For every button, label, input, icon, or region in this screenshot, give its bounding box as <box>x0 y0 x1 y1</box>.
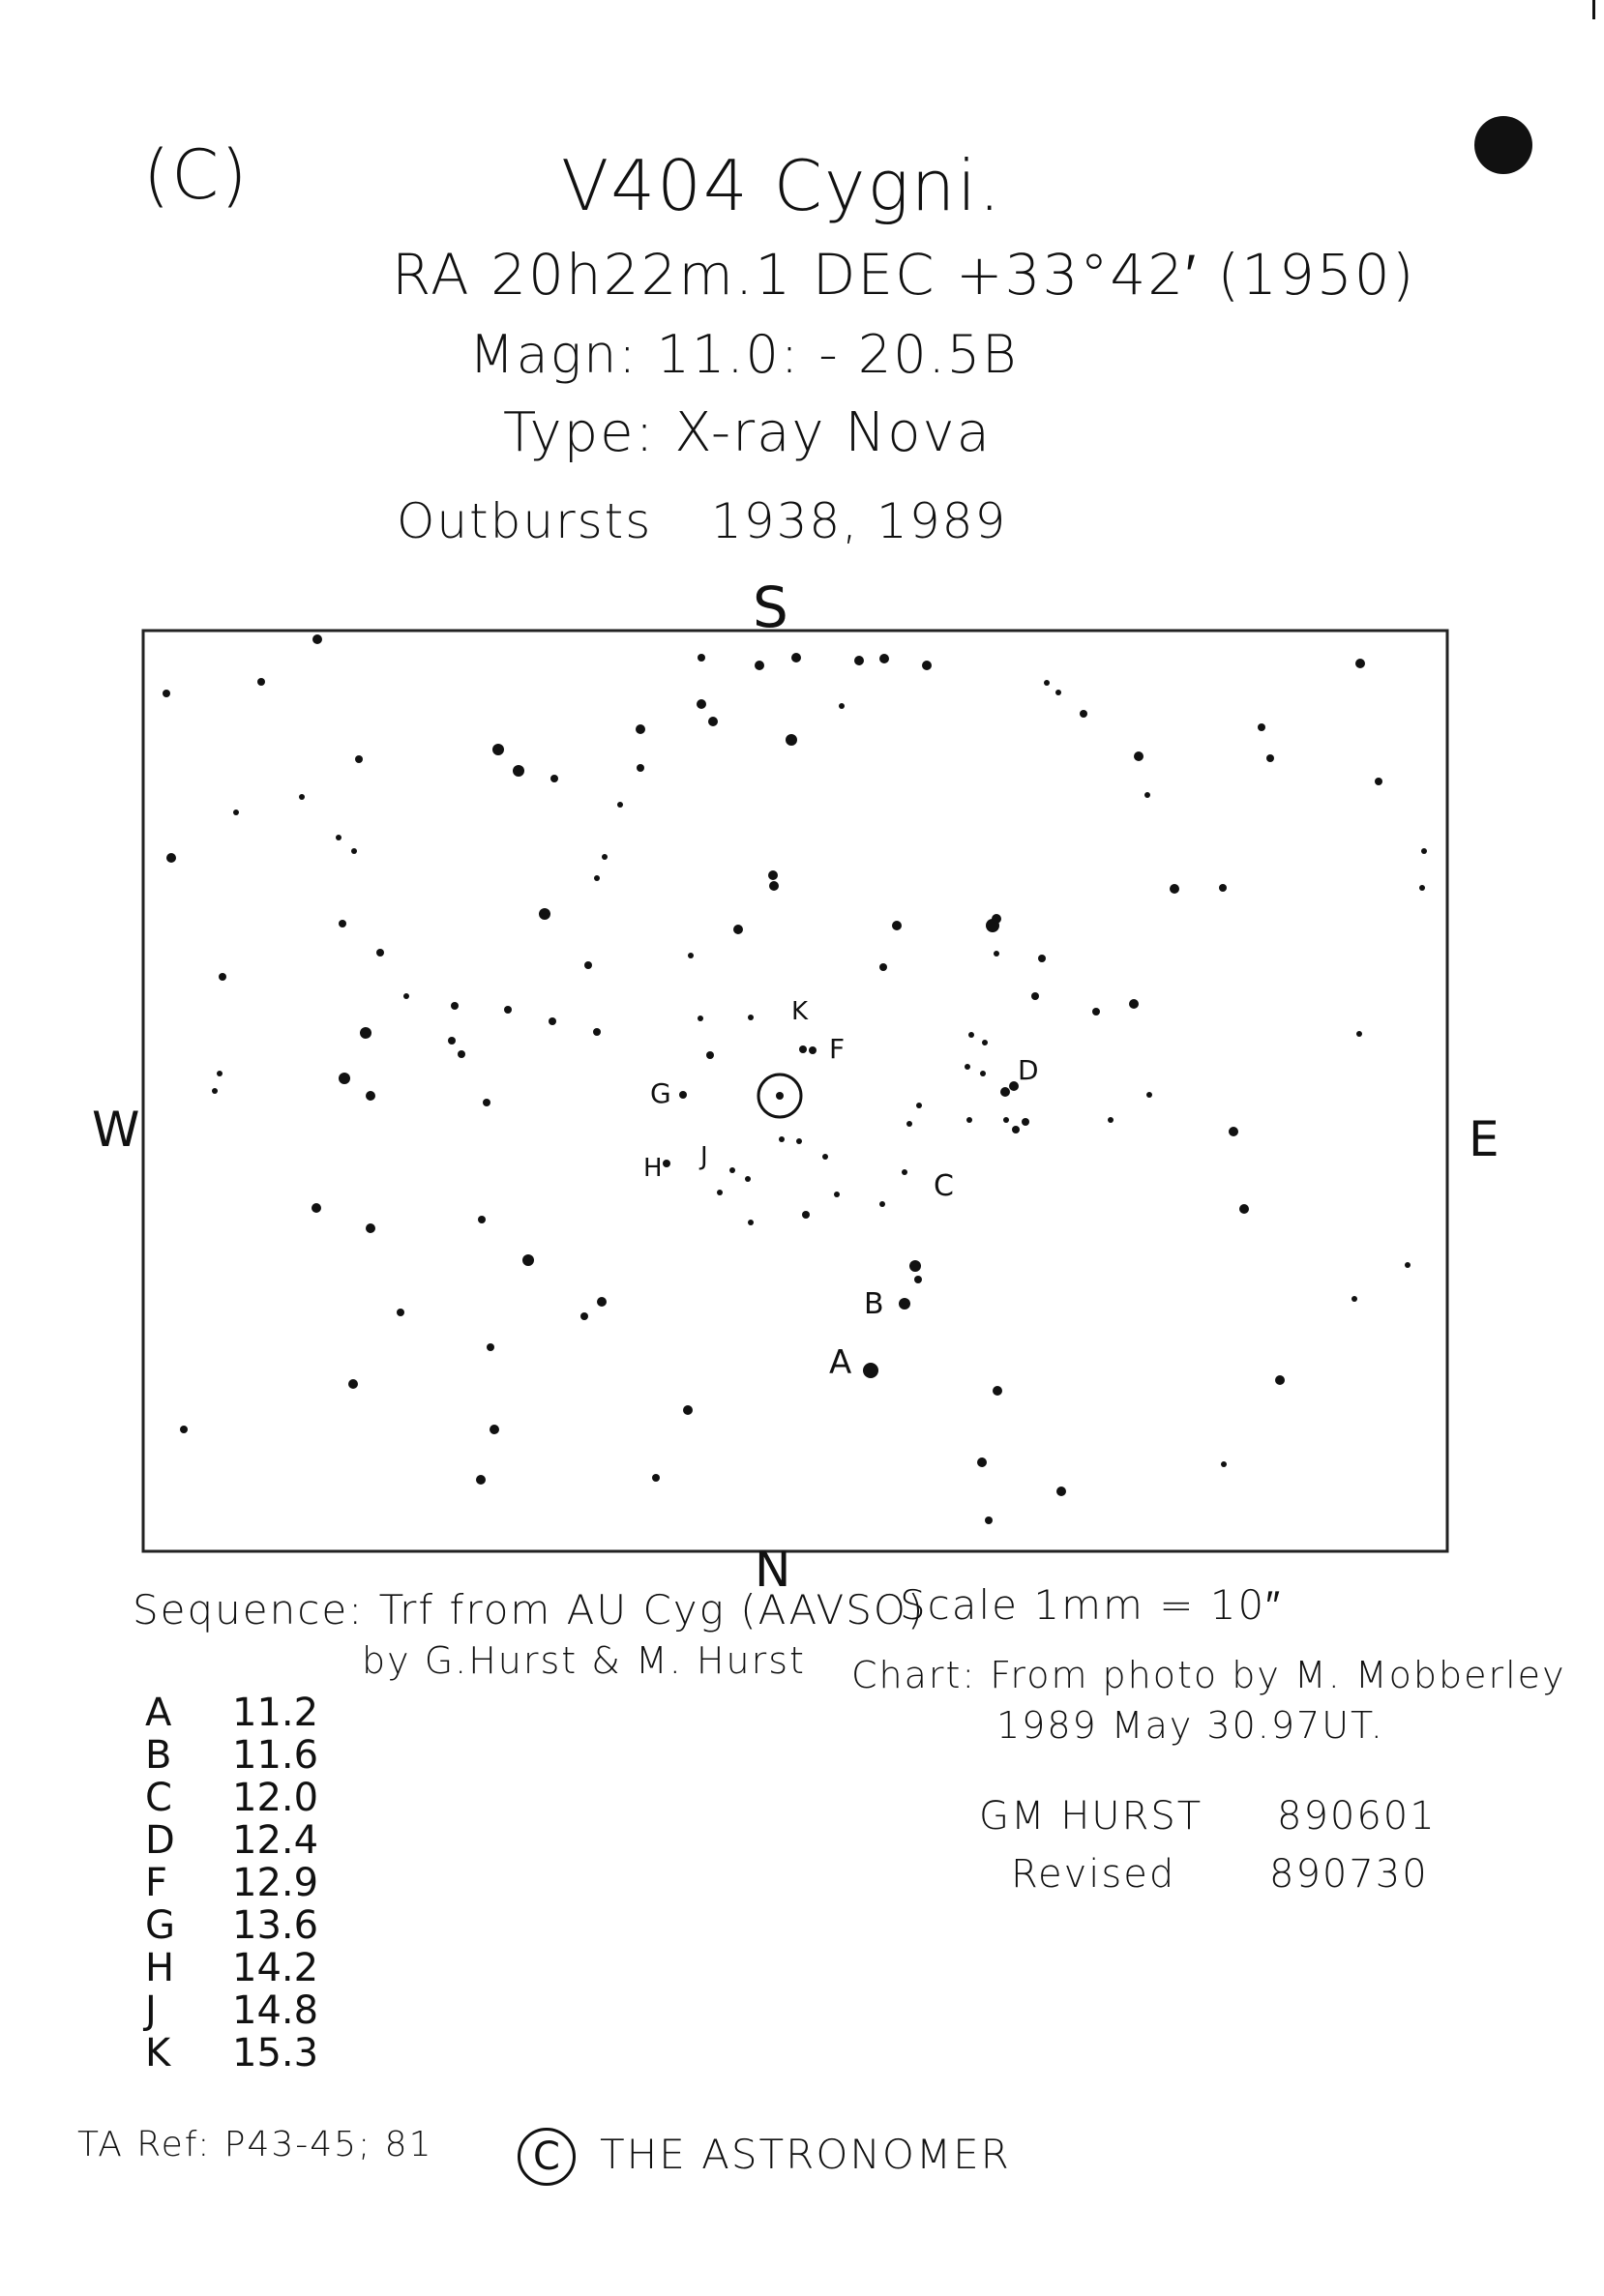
star <box>1356 1031 1362 1037</box>
star <box>688 953 694 958</box>
star-type: Type: X-ray Nova <box>503 401 992 464</box>
revised-label: Revised <box>1011 1852 1176 1897</box>
star <box>1031 992 1039 1000</box>
star <box>663 1160 670 1167</box>
star <box>1419 885 1425 891</box>
star <box>977 1457 987 1467</box>
star <box>339 1073 350 1084</box>
star <box>1044 680 1050 686</box>
star <box>879 654 889 663</box>
sequence-letter: C <box>145 1776 172 1820</box>
star <box>769 881 779 891</box>
star <box>748 1015 754 1020</box>
star <box>1134 751 1144 761</box>
star <box>992 914 1001 924</box>
chart-frame <box>143 631 1447 1551</box>
sequence-letter: G <box>145 1903 175 1948</box>
star <box>483 1099 490 1106</box>
star <box>504 1006 512 1014</box>
star <box>802 1211 810 1219</box>
star <box>593 1028 601 1036</box>
star <box>1055 690 1061 695</box>
star-label-c: C <box>934 1169 954 1203</box>
star <box>476 1475 486 1485</box>
star <box>698 654 705 662</box>
star <box>779 1136 785 1142</box>
star <box>163 690 170 697</box>
star <box>180 1426 188 1433</box>
sequence-letter: K <box>145 2031 171 2075</box>
chart-source: Chart: From photo by M. Mobberley <box>851 1654 1566 1696</box>
star <box>697 699 706 709</box>
star <box>1056 1487 1066 1496</box>
star <box>786 734 797 746</box>
star <box>965 1064 970 1070</box>
star-label-d: D <box>1018 1054 1039 1086</box>
star <box>980 1071 986 1076</box>
star <box>602 854 608 860</box>
star-label-k: K <box>791 997 809 1026</box>
chart-scale: Scale 1mm = 10″ <box>900 1581 1283 1629</box>
star <box>490 1425 499 1434</box>
star <box>312 634 322 644</box>
star <box>1258 723 1265 731</box>
star <box>717 1190 723 1195</box>
sequence-letter: D <box>145 1818 175 1863</box>
star-label-a: A <box>829 1343 852 1382</box>
star <box>683 1405 693 1415</box>
star <box>839 703 845 709</box>
star <box>745 1176 751 1182</box>
star <box>698 1016 703 1021</box>
star <box>448 1037 456 1045</box>
star <box>909 1260 921 1272</box>
star <box>799 1045 807 1053</box>
star <box>914 1276 922 1283</box>
star <box>539 908 550 920</box>
section-label: (C) <box>143 135 250 215</box>
star <box>492 744 504 755</box>
outbursts-years: 1938, 1989 <box>711 493 1008 549</box>
star-label-h: H <box>643 1154 663 1183</box>
star <box>1219 884 1227 892</box>
star <box>1003 1117 1009 1123</box>
star <box>993 1386 1002 1396</box>
star <box>336 835 342 840</box>
star <box>219 973 226 981</box>
star <box>257 678 265 686</box>
star <box>985 1516 993 1524</box>
star <box>478 1216 486 1223</box>
star <box>549 1017 556 1025</box>
star <box>706 1051 714 1059</box>
star <box>679 1091 687 1099</box>
star <box>597 1297 607 1307</box>
star <box>916 1103 922 1108</box>
compass-east: E <box>1469 1111 1500 1167</box>
sequence-letter: J <box>145 1988 157 2033</box>
star <box>1108 1117 1114 1123</box>
star <box>339 920 346 927</box>
star <box>822 1154 828 1160</box>
star <box>458 1050 465 1058</box>
star <box>892 921 902 930</box>
star <box>637 764 644 772</box>
star <box>1038 955 1046 962</box>
compass-north: N <box>755 1542 791 1598</box>
sequence-magnitude: 12.9 <box>232 1861 319 1905</box>
star <box>355 755 363 763</box>
star <box>1275 1375 1285 1385</box>
star <box>809 1046 817 1054</box>
star <box>584 961 592 969</box>
star <box>594 875 600 881</box>
star <box>834 1192 840 1197</box>
compass-west: W <box>92 1102 140 1158</box>
star <box>1266 754 1274 762</box>
star <box>1129 999 1139 1009</box>
sequence-magnitude: 14.2 <box>232 1946 319 1990</box>
star <box>451 1002 459 1010</box>
chart-source-date: 1989 May 30.97UT. <box>996 1704 1384 1747</box>
star <box>1000 1087 1010 1097</box>
star <box>879 963 887 971</box>
star <box>1239 1204 1249 1214</box>
star <box>708 717 718 726</box>
star <box>212 1088 218 1094</box>
star-label-b: B <box>864 1287 884 1321</box>
star-label-g: G <box>650 1077 671 1109</box>
star <box>1221 1461 1227 1467</box>
sequence-magnitude: 12.0 <box>232 1776 319 1820</box>
ta-reference: TA Ref: P43-45; 81 <box>77 2125 433 2164</box>
outbursts-label: Outbursts <box>397 493 653 549</box>
star <box>233 809 239 815</box>
star <box>487 1343 494 1351</box>
star <box>1352 1296 1357 1302</box>
star <box>513 765 524 777</box>
sequence-magnitude: 11.6 <box>232 1733 319 1778</box>
star <box>796 1138 802 1144</box>
star-label-f: F <box>829 1033 846 1065</box>
star <box>403 993 409 999</box>
star <box>550 775 558 782</box>
star <box>166 853 176 863</box>
star <box>922 661 932 670</box>
star <box>1170 884 1179 894</box>
star <box>580 1312 588 1320</box>
star <box>863 1363 878 1378</box>
star <box>854 656 864 665</box>
star <box>1022 1118 1029 1126</box>
star <box>755 661 764 670</box>
star <box>351 848 357 854</box>
star <box>636 724 645 734</box>
star <box>1080 710 1087 718</box>
sequence-magnitude: 14.8 <box>232 1988 319 2033</box>
star <box>729 1167 735 1173</box>
sequence-heading: Sequence: Trf from AU Cyg (AAVSO) <box>133 1586 926 1634</box>
sequence-magnitude: 12.4 <box>232 1818 319 1863</box>
star <box>1355 659 1365 668</box>
star <box>348 1379 358 1389</box>
page-title: V404 Cygni. <box>561 145 1003 226</box>
star <box>299 794 305 800</box>
sequence-letter: A <box>145 1691 172 1735</box>
sequence-letter: B <box>145 1733 172 1778</box>
star-label-j: J <box>700 1142 708 1171</box>
star <box>733 925 743 934</box>
sequence-byline: by G.Hurst & M. Hurst <box>362 1639 806 1682</box>
star <box>1421 848 1427 854</box>
star <box>397 1309 404 1316</box>
publisher: THE ASTRONOMER <box>600 2131 1011 2178</box>
star <box>1144 792 1150 798</box>
revised-date: 890730 <box>1269 1852 1429 1897</box>
star <box>906 1121 912 1127</box>
star <box>1375 778 1382 785</box>
star <box>1405 1262 1411 1268</box>
sequence-magnitude: 11.2 <box>232 1691 319 1735</box>
star <box>522 1254 534 1266</box>
star <box>312 1203 321 1213</box>
copyright-icon: C <box>518 2128 576 2186</box>
star <box>217 1071 223 1076</box>
star <box>768 870 778 880</box>
star <box>982 1040 988 1045</box>
star <box>879 1201 885 1207</box>
star <box>652 1474 660 1482</box>
star <box>617 802 623 808</box>
compass-south: S <box>753 574 788 640</box>
sequence-letter: H <box>145 1946 175 1990</box>
sequence-magnitude: 13.6 <box>232 1903 319 1948</box>
target-star <box>776 1092 784 1100</box>
star <box>1012 1126 1020 1133</box>
star <box>994 951 999 957</box>
star <box>376 949 384 957</box>
coordinates: RA 20h22m.1 DEC +33°42′ (1950) <box>392 242 1416 308</box>
observer-name: GM HURST <box>979 1794 1203 1839</box>
star <box>899 1298 910 1310</box>
star <box>360 1027 371 1039</box>
star <box>1146 1092 1152 1098</box>
star <box>791 653 801 662</box>
star <box>968 1032 974 1038</box>
star <box>366 1223 375 1233</box>
star <box>366 1091 375 1101</box>
sequence-magnitude: 15.3 <box>232 2031 319 2075</box>
star <box>1092 1008 1100 1016</box>
magnitude-range: Magn: 11.0: - 20.5B <box>469 324 1019 385</box>
star <box>902 1169 907 1175</box>
star <box>1229 1127 1238 1136</box>
star <box>748 1220 754 1225</box>
star <box>966 1117 972 1123</box>
sequence-letter: F <box>145 1861 168 1905</box>
observer-date: 890601 <box>1277 1794 1437 1839</box>
